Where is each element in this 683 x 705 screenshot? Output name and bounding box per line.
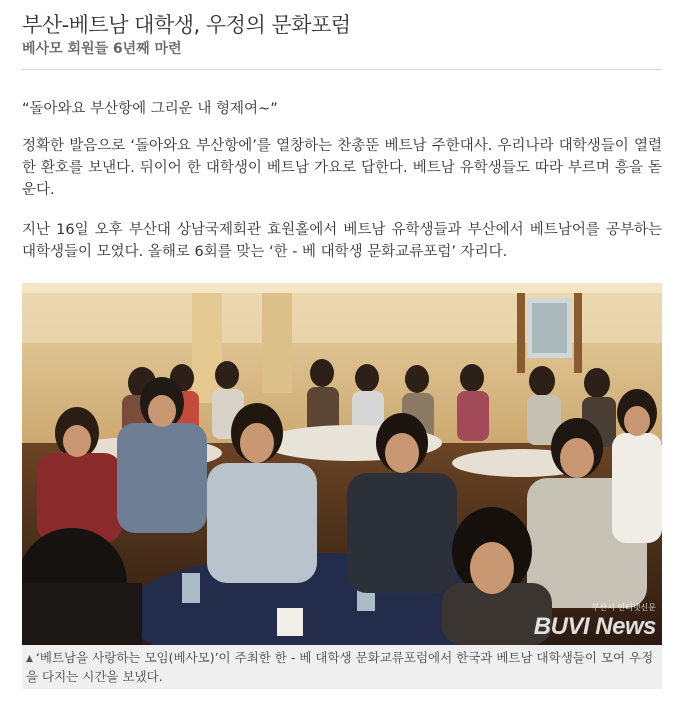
lead-quote: “돌아와요 부산항에 그리운 내 형제여~” [22, 101, 278, 117]
article-subtitle: 베사모 회원들 6년째 마련 [22, 41, 182, 57]
caption-marker-icon: ▲ [26, 654, 33, 664]
photo-caption [22, 645, 662, 689]
paragraph-2: 지난 16일 오후 부산대 상남국제회관 효원홀에서 베트남 유학생들과 부산에서 베트남어를 공부하는 대학생들이 모였다. 올해로 6회를 맞는 ‘한 - 베 대학생 문화교류포럼’ 자리다. [22, 222, 662, 260]
photo-watermark [534, 602, 656, 641]
caption-text: ‘베트남을 사랑하는 모임(베사모)’이 주최한 한 - 베 대학생 문화교류포럼에서 한국과 베트남 대학생들이 모여 우정을 다지는 시간을 보냈다. [26, 650, 654, 684]
paragraph-1: 정확한 발음으로 ‘돌아와요 부산항에’를 열창하는 찬총뚠 베트남 주한대사. 우리나라 대학생들이 열렬한 환호를 보낸다. 뒤이어 한 대학생이 베트남 가요로 답한다. 베트남 유학생들도 따라 부르며 흥을 돋운다. [22, 138, 662, 198]
watermark-tagline: 부산시 인터넷신문 [591, 603, 656, 612]
article-title: 부산-베트남 대학생, 우정의 문화포럼 [22, 13, 351, 37]
divider [22, 69, 662, 70]
watermark-logo: BUVI News [533, 613, 656, 640]
event-photo [22, 283, 662, 645]
